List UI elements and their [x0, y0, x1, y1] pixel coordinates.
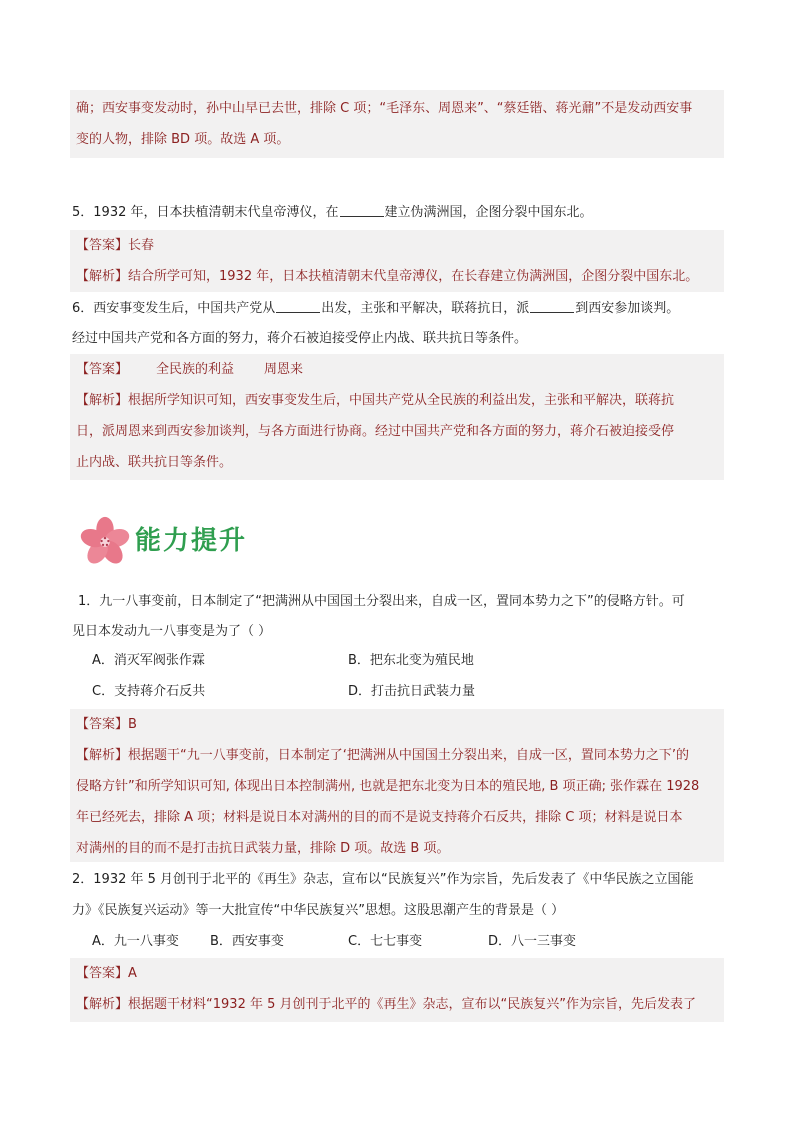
option-b[interactable]: B．西安事变: [210, 934, 284, 949]
analysis-line: 日，派周恩来到西安参加谈判，与各方面进行协商。经过中国共产党和各方面的努力，蒋介石被迫接受停: [76, 424, 675, 439]
analysis-box-continued: [70, 90, 724, 158]
answer-label: 【答案】: [76, 238, 129, 253]
fill-blank: [340, 204, 384, 217]
question-6-line2: 经过中国共产党和各方面的努力，蒋介石被迫接受停止内战、联共抗日等条件。: [72, 331, 528, 346]
option-d[interactable]: D．打击抗日武装力量: [348, 684, 476, 699]
analysis-line: 确；西安事变发动时，孙中山早已去世，排除 C 项；“毛泽东、周恩来”、“蔡廷锴、蒋光鼐”不是发动西安事: [76, 101, 693, 116]
option-a[interactable]: A．消灭军阀张作霖: [92, 653, 205, 668]
analysis-line: 止内战、联共抗日等条件。: [76, 455, 233, 470]
practice-1-line2: 见日本发动九一八事变是为了（ ）: [72, 624, 272, 639]
answer-label: 【答案】: [76, 362, 129, 377]
fill-blank: [530, 300, 574, 313]
analysis-label: 【解析】: [76, 269, 129, 284]
analysis-label: 【解析】: [76, 748, 129, 763]
analysis-text: 结合所学可知，1932 年，日本扶植清朝末代皇帝溥仪，在长春建立伪满洲国，企图分裂中国东北。: [128, 269, 699, 284]
answer-line: [76, 230, 154, 261]
section-title: 能力提升: [135, 526, 248, 556]
answer-value-2: 周恩来: [264, 362, 304, 377]
flower-icon: [76, 513, 134, 571]
question-text: 建立伪满洲国，企图分裂中国东北。: [384, 205, 593, 220]
analysis-line: 变的人物，排除 BD 项。故选 A 项。: [76, 132, 290, 147]
answer-value: B: [128, 717, 137, 732]
practice-1-line1: 1．九一八事变前，日本制定了“把满洲从中国国土分裂出来，自成一区，置同本势力之下”的侵略方针。可: [78, 594, 685, 609]
answer-label: 【答案】: [76, 717, 129, 732]
fill-blank: [276, 300, 320, 313]
answer-line: [76, 958, 137, 989]
question-text: 到西安参加谈判。: [575, 301, 680, 316]
option-a[interactable]: A．九一八事变: [92, 934, 179, 949]
answer-line: [76, 354, 303, 385]
question-6-line1: [72, 293, 679, 324]
analysis-line: 对满州的目的而不是打击抗日武装力量，排除 D 项。故选 B 项。: [76, 841, 450, 856]
answer-line: [76, 709, 137, 740]
answer-value: 长春: [128, 238, 155, 253]
analysis-label: 【解析】: [76, 997, 129, 1012]
question-5: [72, 197, 593, 228]
p1-answer-box: [70, 709, 724, 862]
option-b[interactable]: B．把东北变为殖民地: [348, 653, 474, 668]
analysis-line: 年已经死去，排除 A 项；材料是说日本对满州的目的而不是说支持蒋介石反共，排除 C 项；材料是说日本: [76, 810, 683, 825]
question-text: 5．1932 年，日本扶植清朝末代皇帝溥仪，在: [72, 205, 339, 220]
answer-value: A: [128, 966, 137, 981]
question-text: 6．西安事变发生后，中国共产党从: [72, 301, 276, 316]
question-text: 出发，主张和平解决，联蒋抗日，派: [321, 301, 530, 316]
analysis-text: 根据题干“九一八事变前，日本制定了‘把满洲从中国国土分裂出来，自成一区，置同本势力之下’的: [128, 748, 690, 763]
answer-label: 【答案】: [76, 966, 129, 981]
option-c[interactable]: C．七七事变: [348, 934, 423, 949]
analysis-label: 【解析】: [76, 393, 129, 408]
option-c[interactable]: C．支持蒋介石反共: [92, 684, 206, 699]
practice-2-line1: 2．1932 年 5 月创刊于北平的《再生》杂志，宣布以“民族复兴”作为宗旨，先后发表了《中华民族之立国能: [72, 872, 694, 887]
analysis-line: 侵略方针”和所学知识可知, 体现出日本控制满州, 也就是把东北变为日本的殖民地, B 项正确; 张作霖在 1928: [76, 779, 700, 794]
option-d[interactable]: D．八一三事变: [488, 934, 577, 949]
p2-answer-box: [70, 958, 724, 1022]
answer-value-1: 全民族的利益: [156, 362, 235, 377]
practice-2-line2: 力》《民族复兴运动》等一大批宣传“中华民族复兴”思想。这股思潮产生的背景是（ ）: [72, 903, 565, 918]
q5-answer-box: [70, 230, 724, 292]
analysis-line: [76, 989, 696, 1020]
analysis-text: 根据所学知识可知，西安事变发生后，中国共产党从全民族的利益出发，主张和平解决，联蒋抗: [128, 393, 675, 408]
q6-answer-box: [70, 354, 724, 480]
analysis-line: [76, 261, 698, 292]
analysis-line: [76, 385, 674, 416]
analysis-text: 根据题干材料“1932 年 5 月创刊于北平的《再生》杂志，宣布以“民族复兴”作为宗旨，先后发表了: [128, 997, 696, 1012]
analysis-line: [76, 740, 689, 771]
